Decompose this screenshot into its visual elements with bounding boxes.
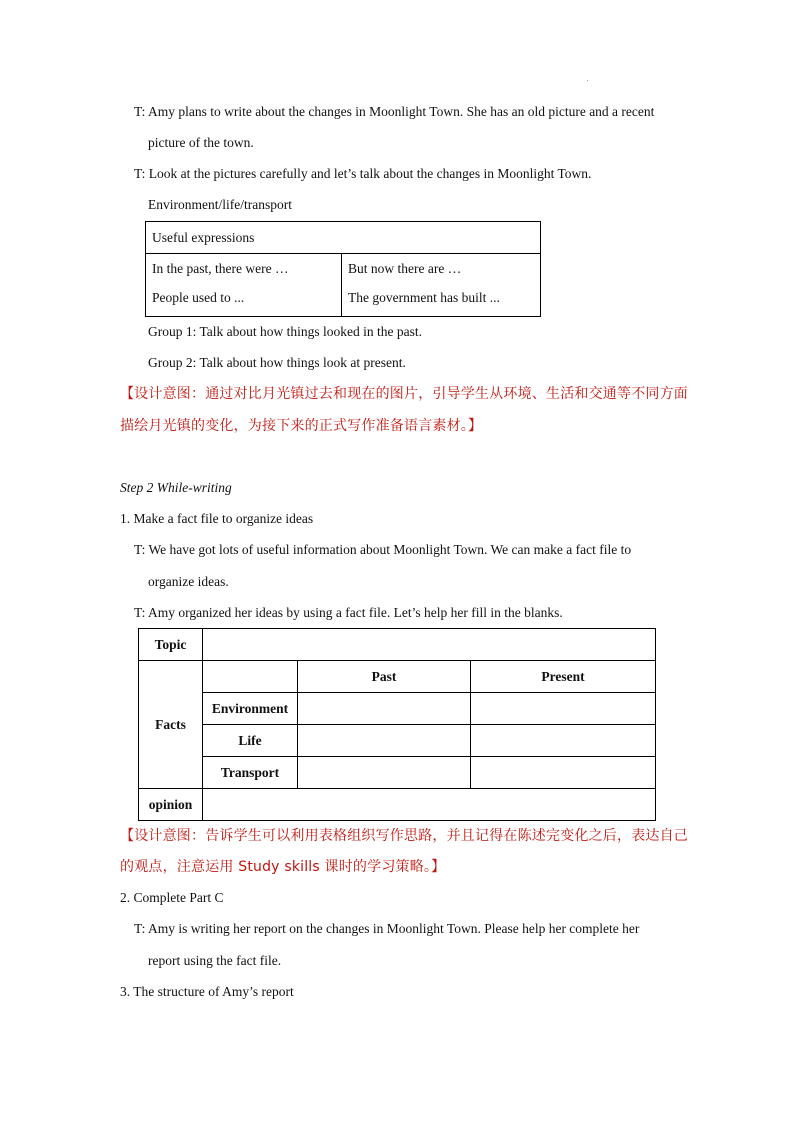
opinion-cell — [203, 789, 656, 821]
life-label: Life — [203, 725, 298, 757]
life-present-cell — [471, 725, 656, 757]
group-1-line: Group 1: Talk about how things looked in the past. — [148, 324, 423, 339]
transport-past-cell — [298, 757, 471, 789]
topic-cell — [203, 629, 656, 661]
item-1-teacher-2: T: Amy organized her ideas by using a fact file. Let’s help her fill in the blanks. — [134, 605, 563, 620]
expressions-right-cell — [342, 254, 541, 317]
present-header: Present — [471, 661, 656, 693]
topic-label: Topic — [139, 629, 203, 661]
teacher-line-1a: T: Amy plans to write about the changes in Moonlight Town. She has an old picture and a recent — [134, 104, 655, 119]
group-2-line: Group 2: Talk about how things look at present. — [148, 355, 406, 370]
expression-left-2: People used to ... — [152, 290, 245, 305]
item-1-teacher-1b: organize ideas. — [148, 574, 229, 589]
expression-left-1: In the past, there were … — [152, 261, 289, 276]
design-intent-2b: 的观点，注意运用 Study skills 课时的学习策略。】 — [120, 859, 446, 875]
expression-right-1: But now there are … — [348, 261, 462, 276]
item-2-heading: 2. Complete Part C — [120, 890, 224, 905]
design-intent-2a: 【设计意图：告诉学生可以利用表格组织写作思路，并且记得在陈述完变化之后，表达自己 — [120, 828, 688, 844]
teacher-line-1b: picture of the town. — [148, 135, 254, 150]
topics-line: Environment/life/transport — [148, 197, 292, 212]
facts-corner-cell — [203, 661, 298, 693]
item-1-teacher-1a: T: We have got lots of useful information about Moonlight Town. We can make a fact file to — [134, 542, 632, 557]
environment-past-cell — [298, 693, 471, 725]
expressions-left-cell — [146, 254, 342, 317]
item-2-teacher-b: report using the fact file. — [148, 953, 282, 968]
environment-present-cell — [471, 693, 656, 725]
environment-label: Environment — [203, 693, 298, 725]
design-intent-1a: 【设计意图：通过对比月光镇过去和现在的图片，引导学生从环境、生活和交通等不同方面 — [120, 386, 688, 402]
useful-expressions-table — [145, 221, 541, 317]
past-header: Past — [298, 661, 471, 693]
stray-dot — [587, 80, 588, 81]
life-past-cell — [298, 725, 471, 757]
opinion-label: opinion — [139, 789, 203, 821]
teacher-line-2: T: Look at the pictures carefully and let’s talk about the changes in Moonlight Town. — [134, 166, 592, 181]
expression-right-2: The government has built ... — [348, 290, 500, 305]
fact-file-table — [138, 628, 656, 821]
item-2-teacher-a: T: Amy is writing her report on the changes in Moonlight Town. Please help her complete her — [134, 921, 640, 936]
transport-present-cell — [471, 757, 656, 789]
design-intent-1b: 描绘月光镇的变化，为接下来的正式写作准备语言素材。】 — [120, 418, 483, 434]
expressions-header: Useful expressions — [146, 222, 541, 254]
item-1-heading: 1. Make a fact file to organize ideas — [120, 511, 314, 526]
step-2-heading: Step 2 While-writing — [120, 480, 232, 495]
item-3-heading: 3. The structure of Amy’s report — [120, 984, 294, 999]
transport-label: Transport — [203, 757, 298, 789]
facts-label: Facts — [139, 661, 203, 789]
